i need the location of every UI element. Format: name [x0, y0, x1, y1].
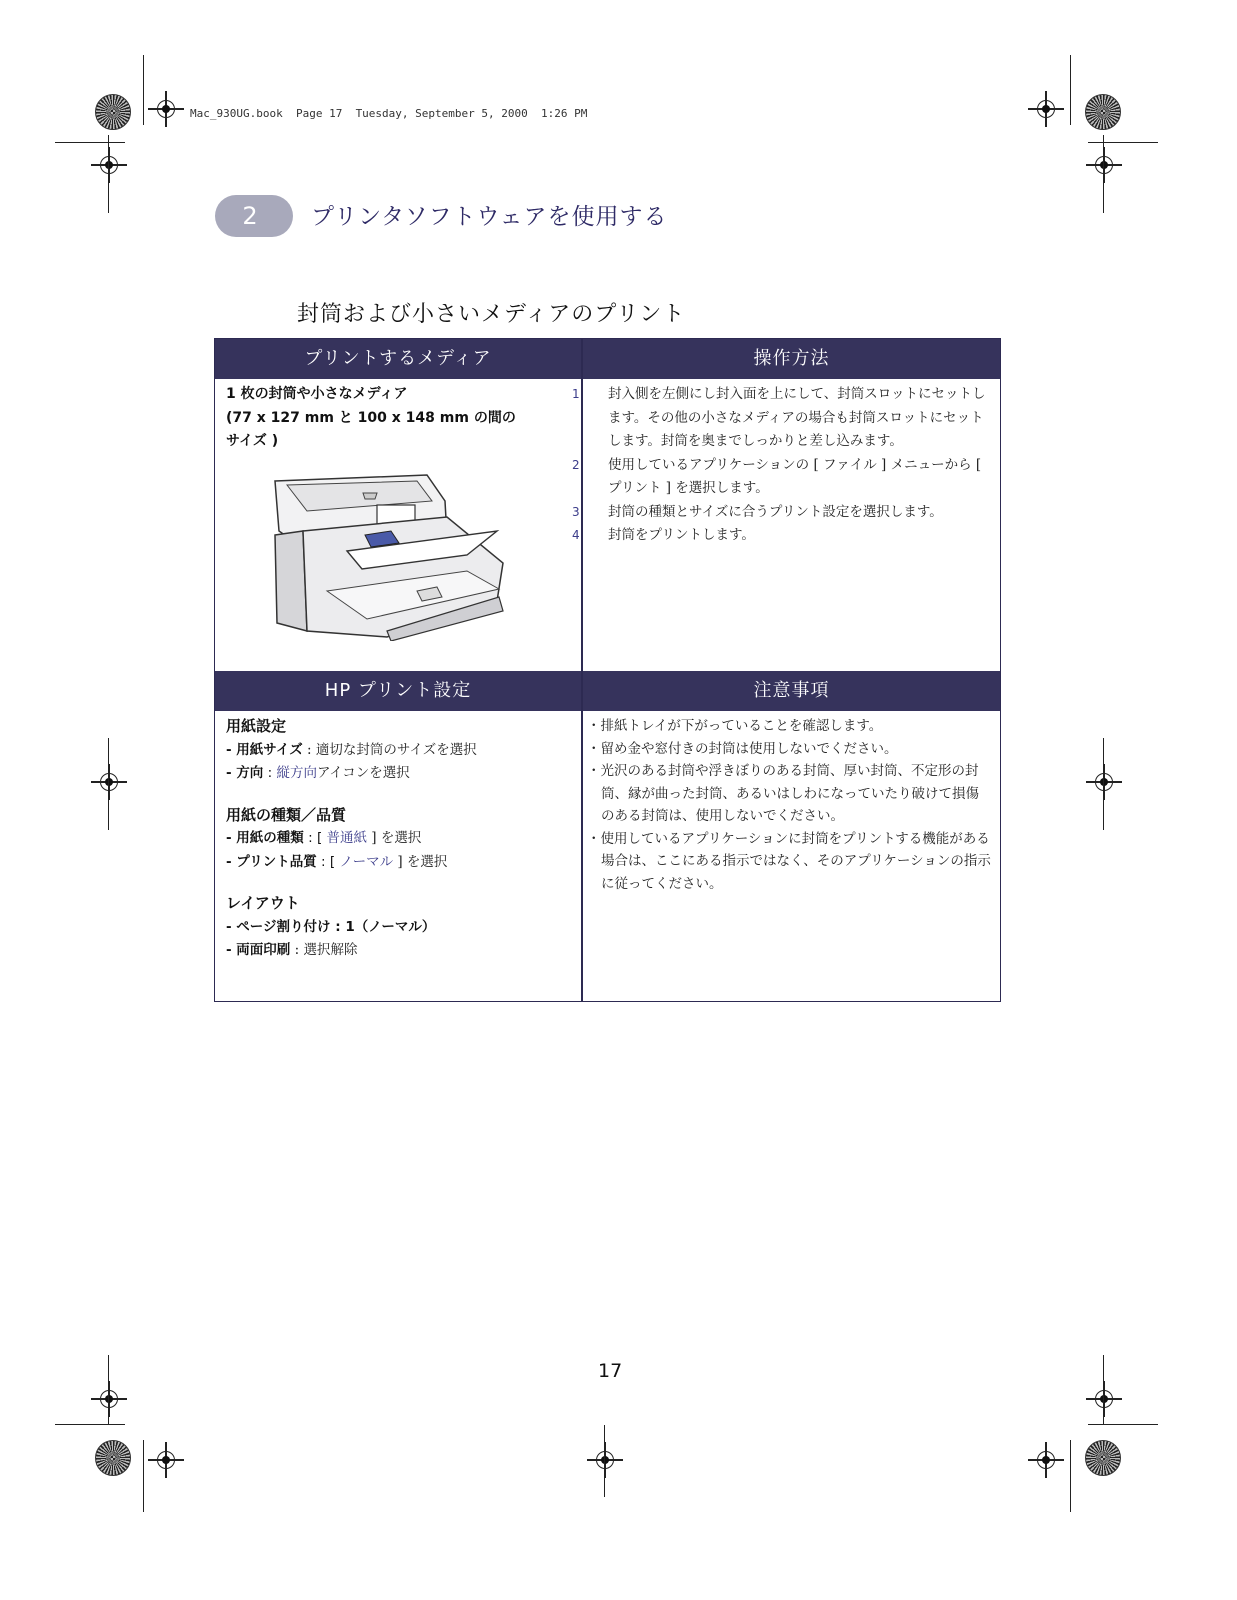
setting-bracket: : [	[303, 830, 327, 846]
chapter-number-badge: 2	[215, 195, 293, 237]
notes-list	[587, 715, 991, 895]
setting-separator: :	[263, 765, 277, 781]
header-hp-settings: HP プリント設定	[215, 671, 581, 711]
printer-envelope-illustration	[267, 471, 519, 641]
header-operation: 操作方法	[583, 339, 1000, 379]
setting-label: - 両面印刷	[226, 942, 291, 958]
envelope-print-table	[214, 338, 1001, 1002]
crosshair-mark	[1036, 99, 1056, 119]
step-item	[572, 383, 990, 454]
step-number: 1	[572, 387, 580, 401]
setting-label: - 方向	[226, 765, 264, 781]
layout-heading: レイアウト	[226, 894, 300, 912]
setting-value: : 選択解除	[290, 942, 358, 958]
crosshair-mark	[99, 772, 119, 792]
setting-accent: 普通紙	[326, 830, 368, 846]
operation-steps	[572, 383, 990, 548]
crosshair-mark	[1094, 772, 1114, 792]
setting-value: : 適切な封筒のサイズを選択	[302, 741, 477, 758]
note-text: 排紙トレイが下がっていることを確認します。	[600, 718, 883, 734]
page-number: 17	[598, 1360, 623, 1382]
note-item	[587, 715, 991, 738]
paper-size-setting	[226, 739, 571, 763]
note-text: 留め金や窓付きの封筒は使用しないでください。	[600, 740, 898, 757]
chapter-title: プリンタソフトウェアを使用する	[311, 204, 668, 230]
starburst-mark-bottom-left	[95, 1440, 131, 1476]
crosshair-mark	[1094, 1389, 1114, 1409]
step-text: 封入側を左側にし封入面を上にして、封筒スロットにセットします。その他の小さなメディアの場合も封筒スロットにセットします。封筒を奥までしっかりと差し込みます。	[608, 386, 986, 449]
setting-value: アイコンを選択	[316, 765, 410, 781]
step-text: 封筒をプリントします。	[608, 527, 755, 543]
starburst-mark-top-left	[95, 94, 131, 130]
step-text: 使用しているアプリケーションの [ ファイル ] メニューから [ プリント ] を選択します。	[608, 456, 982, 496]
bullet-mark: ・	[587, 718, 601, 734]
print-quality-setting	[226, 851, 571, 875]
crosshair-mark	[99, 1389, 119, 1409]
paper-type-setting	[226, 827, 571, 851]
setting-value: ] を選択	[393, 853, 448, 870]
note-item	[587, 738, 991, 761]
note-text: 使用しているアプリケーションに封筒をプリントする機能がある場合は、ここにある指示ではなく、そのアプリケーションの指示に従ってください。	[600, 830, 991, 892]
media-line-2: (77 x 127 mm と 100 x 148 mm の間の	[226, 409, 516, 426]
column-divider	[581, 339, 583, 1001]
media-description	[226, 383, 571, 454]
crosshair-mark	[1094, 155, 1114, 175]
starburst-mark-bottom-right	[1085, 1440, 1121, 1476]
media-line-1: 1 枚の封筒や小さなメディア	[226, 386, 408, 402]
hp-print-settings	[226, 715, 571, 963]
step-item	[572, 524, 990, 548]
bullet-mark: ・	[587, 763, 601, 779]
paper-type-heading: 用紙の種類／品質	[226, 805, 347, 824]
setting-bracket: : [	[316, 853, 340, 870]
step-number: 4	[572, 528, 580, 542]
setting-accent: 縦方向	[276, 765, 317, 781]
paper-setup-heading: 用紙設定	[226, 717, 287, 735]
step-item	[572, 501, 990, 525]
setting-value: ] を選択	[367, 830, 422, 846]
crosshair-mark	[156, 1450, 176, 1470]
bullet-mark: ・	[587, 740, 601, 757]
bullet-mark: ・	[587, 830, 601, 847]
header-media: プリントするメディア	[215, 339, 581, 379]
section-title: 封筒および小さいメディアのプリント	[297, 302, 686, 327]
setting-label: - 用紙の種類	[226, 830, 304, 846]
note-text: 光沢のある封筒や浮きぼりのある封筒、厚い封筒、不定形の封筒、縁が曲った封筒、あるいはしわになっていたり破けて損傷のある封筒は、使用しないでください。	[600, 763, 979, 824]
print-header: Mac_930UG.book Page 17 Tuesday, September 5, 2000 1:26 PM	[190, 107, 588, 120]
media-line-3: サイズ )	[226, 433, 279, 449]
note-item	[587, 828, 991, 896]
crosshair-mark	[156, 99, 176, 119]
setting-label: - 用紙サイズ	[226, 741, 303, 758]
step-number: 2	[572, 457, 580, 472]
header-notes: 注意事項	[583, 671, 1000, 711]
duplex-setting	[226, 939, 571, 963]
step-item	[572, 454, 990, 501]
crosshair-mark	[1036, 1450, 1056, 1470]
starburst-mark-top-right	[1085, 94, 1121, 130]
crosshair-mark	[595, 1450, 615, 1470]
note-item	[587, 760, 991, 828]
step-text: 封筒の種類とサイズに合うプリント設定を選択します。	[608, 503, 943, 520]
crosshair-mark	[99, 155, 119, 175]
step-number: 3	[572, 504, 580, 519]
pages-per-sheet-setting: - ページ割り付け : 1（ノーマル）	[226, 918, 436, 935]
setting-accent: ノーマル	[339, 853, 394, 870]
orientation-setting	[226, 762, 571, 786]
setting-label: - プリント品質	[226, 853, 317, 870]
